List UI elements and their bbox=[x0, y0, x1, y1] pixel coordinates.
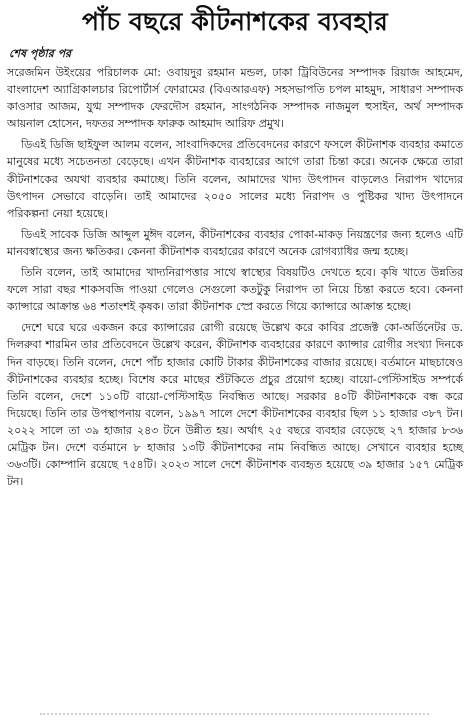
headline: পাঁচ বছরে কীটনাশকের ব্যবহার bbox=[81, 7, 388, 36]
clipping-bottom-edge bbox=[0, 709, 469, 723]
cut-text-remnant bbox=[40, 713, 429, 721]
article-body bbox=[7, 64, 463, 490]
continued-from-label: শেষ পৃষ্ঠার পর bbox=[9, 47, 72, 60]
paragraph-1: সরেজমিন উইংয়ের পরিচালক মো: ওবায়দুর রহমান মন্ডল, ঢাকা ট্রিবিউনের সম্পাদক রিয়াজ আহমেদ, বাংলাদেশ অ্যাগ্রিকালচার রিপোর্টার্স ফোরামের (বিএআরএফ) সহসভাপতি চপল মাহমুদ, সাধারণ সম্পাদক কাওসার আজম, যুগ্ম সম্পাদক ফেরদৌস রহমান, সাংগঠনিক সম্পাদক নাজমুল হুসাইন, অর্থ সম্পাদক আয়নাল হোসেন, দফতর সম্পাদক ফারুক আহমাদ আরিফ প্রমুখ। bbox=[7, 66, 463, 131]
paragraph-3: ডিএই সাবেক ডিজি আব্দুল মুঈদ বলেন, কীটনাশকের ব্যবহার পোকা-মাকড় নিয়ন্ত্রণের জন্য হলেও এটি মানবস্বাস্থ্যের জন্য ক্ষতিকর। কেননা কীটনাশক ব্যবহারের কারণে অনেক রোগব্যাধির জন্ম হচ্ছে। bbox=[7, 227, 463, 258]
paragraph-4: তিনি বলেন, তাই আমাদের খাদ্যনিরাপত্তার সাথে স্বাস্থ্যের বিষয়টিও দেখতে হবে। কৃষি খাতে উন্নতির ফলে সারা বছর শাকসবজি পাওয়া গেলেও সেগুলো কতটুকু নিরাপদ তা নিয়ে চিন্তা করতে হবে। কেননা ক্যান্সারে আক্রান্ত ৬৪ শতাংশই কৃষক। তারা কীটনাশক স্প্রে করতে গিয়ে ক্যান্সারে আক্রান্ত হচ্ছে। bbox=[7, 266, 463, 314]
paragraph-2: ডিএই ডিজি ছাইফুল আলম বলেন, সাংবাদিকদের প্রতিবেদনের কারণে ফসলে কীটনাশক ব্যবহার কমাতে মানুষের মধ্যে সচেতনতা বেড়েছে। এখন কীটনাশক ব্যবহারের আগে তারা চিন্তা করে। অনেক ক্ষেত্রে তারা কীটনাশকের অযথা ব্যবহার কমাচ্ছে। তিনি বলেন, আমাদের খাদ্য উৎপাদন বাড়লেও নিরাপদ খাদ্যের উৎপাদন সেভাবে বাড়েনি। তাই আমাদের ২০৫০ সালের মধ্যে নিরাপদ ও পুষ্টিকর খাদ্য উৎপাদনে পরিকল্পনা নেয়া হয়েছে। bbox=[7, 138, 463, 220]
paragraph-5: দেশে ঘরে ঘরে একজন করে ক্যান্সারের রোগী রয়েছে উল্লেখ করে কাবির প্রজেক্ট কো-অর্ডিনেটর ড. দিলরুবা শারমিন তার প্রতিবেদনে উল্লেখ করেন, কীটনাশক ব্যবহারের কারণে ক্যান্সার রোগীর সংখ্যা দিনকে দিন বাড়ছে। তিনি বলেন, দেশে পাঁচ হাজার কোটি টাকার কীটনাশকের বাজার রয়েছে। বর্তমানে মাছচাষেও কীটনাশকের ব্যবহার হচ্ছে। বিশেষ করে মাছের শুঁটকিতে প্রচুর প্রয়োগ হচ্ছে। বায়ো-পেস্টিসাইড সম্পর্কে তিনি বলেন, দেশে ১১০টি বায়ো-পেস্টিসাইড নিবন্ধিত আছে। সরকার ৪০টি কীটনাশককে বন্ধ করে দিয়েছে। তিনি তার উপস্থাপনায় বলেন, ১৯৯৭ সালে দেশে কীটনাশকের ব্যবহার ছিল ১১ হাজার ৩৮৭ টন। ২০২২ সালে তা ৩৯ হাজার ২৪৩ টনে উন্নীত হয়। অর্থাৎ ২৫ বছরে ব্যবহার বেড়েছে ২৭ হাজার ৮৩৬ মেট্রিক টন। দেশে বর্তমানে ৮ হাজার ১৩টি কীটনাশকের নাম নিবন্ধিত আছে। সেখানে ব্যবহার হচ্ছে ৩৬৩টি। কোম্পানি রয়েছে ৭৫৪টি। ২০২৩ সালে দেশে কীটনাশক ব্যবহৃত হয়েছে ৩৯ হাজার ১৫৭ মেট্রিক টন। bbox=[7, 321, 463, 489]
